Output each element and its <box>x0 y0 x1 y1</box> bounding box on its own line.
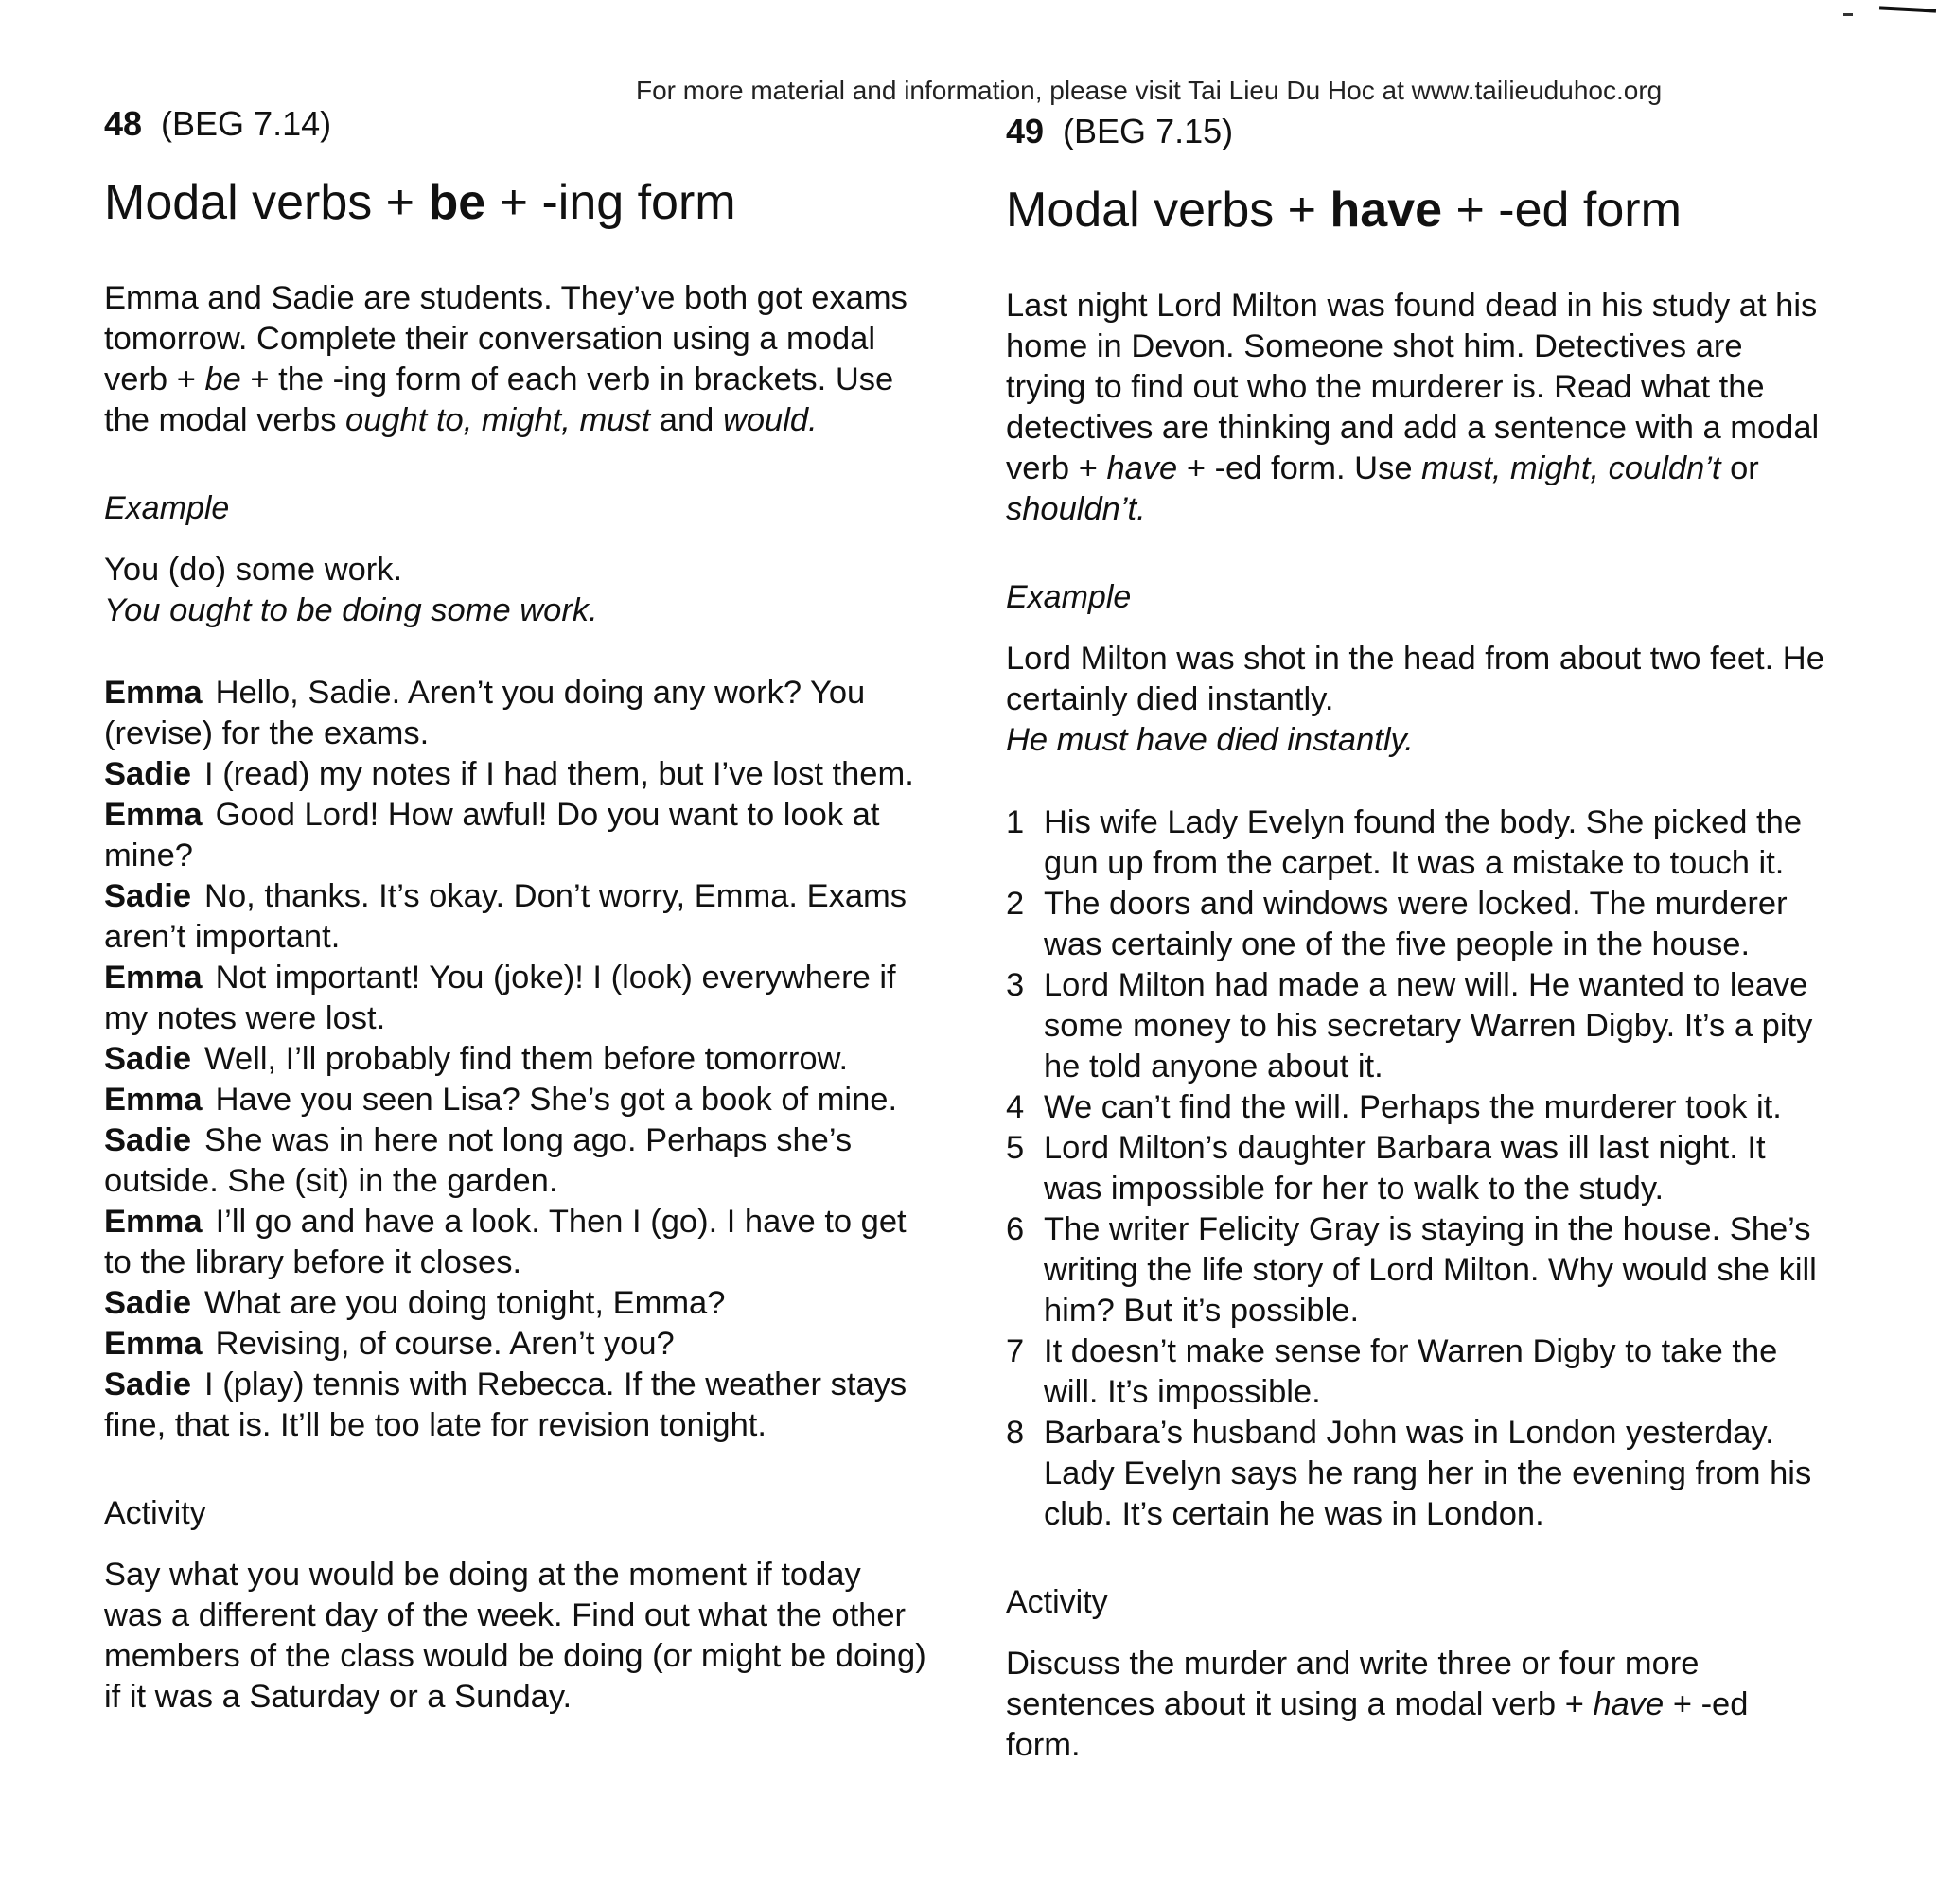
dialogue-text: Revising, of course. Aren’t you? <box>215 1326 675 1362</box>
right-intro-2: + -ed form. Use <box>1177 450 1422 486</box>
speaker-name: Emma <box>104 1082 203 1118</box>
left-instructions <box>104 278 927 441</box>
dialogue-line <box>104 1080 927 1120</box>
speaker-name: Sadie <box>104 1041 192 1077</box>
speaker-name: Sadie <box>104 756 192 792</box>
item-text: We can’t find the will. Perhaps the murderer took it. <box>1044 1089 1782 1125</box>
right-instructions <box>1006 286 1829 530</box>
exercise-item <box>1006 965 1829 1087</box>
right-intro-shouldnt: shouldn’t. <box>1006 491 1146 527</box>
speaker-name: Emma <box>104 960 203 996</box>
right-page-header <box>1006 112 1829 159</box>
right-title-pre: Modal verbs + <box>1006 183 1330 238</box>
left-intro-would: would. <box>722 402 818 438</box>
left-page-ref: (BEG 7.14) <box>161 104 332 143</box>
dialogue-line <box>104 795 927 876</box>
left-activity-text: Say what you would be doing at the moment if today was a different day of the week. Find out what the other members of the class would be doing (or might be doing) if it was a Saturday or a Sunday. <box>104 1557 926 1715</box>
exercise-item <box>1006 1209 1829 1331</box>
dialogue-line <box>104 754 927 795</box>
right-title-bold: have <box>1330 183 1443 238</box>
dialogue-line <box>104 876 927 958</box>
dialogue-line <box>104 1324 927 1365</box>
right-intro-have: have <box>1106 450 1178 486</box>
exercise-item <box>1006 1413 1829 1535</box>
item-number: 3 <box>1006 967 1025 1003</box>
speaker-name: Sadie <box>104 1366 192 1402</box>
right-page-number: 49 <box>1006 112 1045 150</box>
dialogue-text: I (read) my notes if I had them, but I’ve lost them. <box>204 756 914 792</box>
left-intro-be: be <box>204 361 241 397</box>
left-activity-label: Activity <box>104 1495 206 1531</box>
item-text: The doors and windows were locked. The murderer was certainly one of the five people in the house. <box>1044 886 1788 962</box>
exercise-item <box>1006 884 1829 965</box>
right-example-label: Example <box>1006 579 1132 615</box>
dialogue-text: Well, I’ll probably find them before tomorrow. <box>204 1041 849 1077</box>
speaker-name: Emma <box>104 797 203 833</box>
item-text: His wife Lady Evelyn found the body. She picked the gun up from the carpet. It was a mistake to touch it. <box>1044 804 1803 881</box>
right-example-prompt: Lord Milton was shot in the head from about two feet. He certainly died instantly. <box>1006 641 1824 717</box>
right-title-post: + -ed form <box>1442 183 1682 238</box>
left-intro-1: Emma and Sadie are students. They’ve both got exams tomorrow. Complete their conversation using a modal verb + <box>104 280 907 397</box>
right-activity-have: have <box>1593 1686 1665 1722</box>
left-intro-modals: ought to, might, must <box>345 402 651 438</box>
dialogue <box>104 673 927 1446</box>
exercise-list <box>1006 802 1829 1535</box>
dialogue-line <box>104 673 927 754</box>
item-text: It doesn’t make sense for Warren Digby to take the will. It’s impossible. <box>1044 1333 1778 1410</box>
right-example <box>1006 639 1829 761</box>
right-example-answer: He must have died instantly. <box>1006 722 1414 758</box>
dialogue-line <box>104 1039 927 1080</box>
item-number: 2 <box>1006 886 1025 922</box>
right-activity-2: + -ed form. <box>1006 1686 1749 1763</box>
item-text: The writer Felicity Gray is staying in the house. She’s writing the life story of Lord Milton. Why would she kill him? But it’s possible. <box>1044 1211 1817 1329</box>
left-example-answer: You ought to be doing some work. <box>104 592 598 628</box>
exercise-item <box>1006 802 1829 884</box>
right-intro-1: Last night Lord Milton was found dead in his study at his home in Devon. Someone shot him. Detectives are trying to find out who the murderer is. Read what the detectives are thinking and add a sentence with a modal verb + <box>1006 288 1820 486</box>
left-example <box>104 550 927 631</box>
item-number: 6 <box>1006 1211 1025 1247</box>
item-text: Lord Milton had made a new will. He wanted to leave some money to his secretary Warren Digby. It’s a pity he told anyone about it. <box>1044 967 1813 1084</box>
right-intro-3: or <box>1720 450 1759 486</box>
item-number: 5 <box>1006 1130 1025 1166</box>
dialogue-text: I’ll go and have a look. Then I (go). I have to get to the library before it closes. <box>104 1204 907 1280</box>
left-title-post: + -ing form <box>485 175 736 230</box>
dialogue-text: I (play) tennis with Rebecca. If the weather stays fine, that is. It’ll be too late for revision tonight. <box>104 1366 907 1443</box>
left-example-prompt: You (do) some work. <box>104 552 403 588</box>
left-page-number: 48 <box>104 104 143 143</box>
speaker-name: Sadie <box>104 1122 192 1158</box>
speaker-name: Emma <box>104 1204 203 1240</box>
right-intro-modals: must, might, couldn’t <box>1421 450 1721 486</box>
item-text: Lord Milton’s daughter Barbara was ill last night. It was impossible for her to walk to the study. <box>1044 1130 1766 1207</box>
exercise-item <box>1006 1331 1829 1413</box>
item-text: Barbara’s husband John was in London yesterday. Lady Evelyn says he rang her in the evening from his club. It’s certain he was in London. <box>1044 1415 1812 1532</box>
scan-mark-dash <box>1843 13 1853 16</box>
left-section-title <box>104 172 927 233</box>
speaker-name: Sadie <box>104 1285 192 1321</box>
left-page <box>104 104 927 1718</box>
item-number: 1 <box>1006 804 1025 840</box>
left-title-pre: Modal verbs + <box>104 175 429 230</box>
right-activity-label: Activity <box>1006 1584 1108 1620</box>
left-title-bold: be <box>428 175 486 230</box>
right-page-ref: (BEG 7.15) <box>1063 112 1234 150</box>
right-activity-1: Discuss the murder and write three or four more sentences about it using a modal verb + <box>1006 1646 1700 1722</box>
dialogue-text: Good Lord! How awful! Do you want to look at mine? <box>104 797 880 873</box>
speaker-name: Sadie <box>104 878 192 914</box>
left-example-label: Example <box>104 490 230 526</box>
dialogue-line <box>104 958 927 1039</box>
item-number: 7 <box>1006 1333 1025 1369</box>
dialogue-text: Have you seen Lisa? She’s got a book of mine. <box>215 1082 898 1118</box>
item-number: 4 <box>1006 1089 1025 1125</box>
dialogue-line <box>104 1120 927 1202</box>
right-activity-text <box>1006 1644 1829 1766</box>
speaker-name: Emma <box>104 675 203 711</box>
dialogue-text: Hello, Sadie. Aren’t you doing any work? You (revise) for the exams. <box>104 675 866 751</box>
exercise-item <box>1006 1087 1829 1128</box>
left-intro-3: and <box>650 402 723 438</box>
scan-mark <box>1879 6 1936 12</box>
dialogue-line <box>104 1283 927 1324</box>
right-page <box>1006 112 1829 1766</box>
left-page-header <box>104 104 927 151</box>
website-note: For more material and information, please visit Tai Lieu Du Hoc at www.tailieuduhoc.org <box>636 76 1663 105</box>
dialogue-text: She was in here not long ago. Perhaps she’s outside. She (sit) in the garden. <box>104 1122 853 1199</box>
dialogue-line <box>104 1202 927 1283</box>
dialogue-text: No, thanks. It’s okay. Don’t worry, Emma. Exams aren’t important. <box>104 878 907 955</box>
speaker-name: Emma <box>104 1326 203 1362</box>
exercise-item <box>1006 1128 1829 1209</box>
left-intro-2: + the -ing form of each verb in brackets. Use the modal verbs <box>104 361 894 438</box>
dialogue-text: What are you doing tonight, Emma? <box>204 1285 726 1321</box>
right-section-title <box>1006 180 1829 240</box>
dialogue-text: Not important! You (joke)! I (look) everywhere if my notes were lost. <box>104 960 896 1036</box>
item-number: 8 <box>1006 1415 1025 1451</box>
dialogue-line <box>104 1365 927 1446</box>
